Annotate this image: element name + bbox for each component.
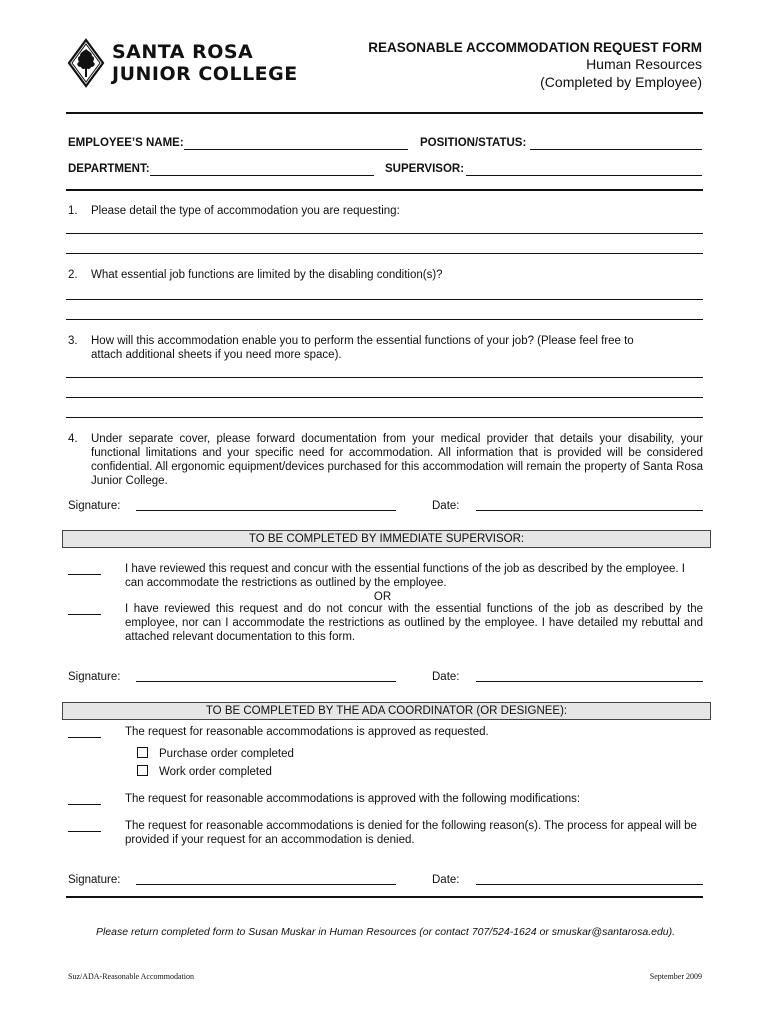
employee-signature-line[interactable] bbox=[136, 510, 396, 511]
ada-section-banner: TO BE COMPLETED BY THE ADA COORDINATOR (OR DESIGNEE): bbox=[62, 702, 711, 720]
purchase-order-checkbox[interactable] bbox=[137, 747, 148, 758]
footer-divider bbox=[66, 896, 703, 898]
supervisor-signature-label: Signature: bbox=[68, 671, 121, 683]
supervisor-or-text: OR bbox=[373, 591, 392, 603]
ada-approved-mod-text: The request for reasonable accommodations is approved with the following modifications: bbox=[125, 793, 581, 805]
ada-date-line[interactable] bbox=[476, 884, 703, 885]
ada-approved-mod-check-line[interactable] bbox=[68, 804, 101, 805]
footer-doc-id: Suz/ADA-Reasonable Accommodation bbox=[68, 972, 194, 981]
ada-denied-check-line[interactable] bbox=[68, 831, 101, 832]
answer-line[interactable] bbox=[66, 319, 703, 320]
question-4-number: 4. bbox=[68, 433, 78, 445]
employee-info-divider bbox=[66, 189, 703, 191]
supervisor-label: SUPERVISOR: bbox=[385, 163, 465, 175]
question-3-text: How will this accommodation enable you to perform the essential functions of your job? (Please feel free to attach additional sheets if you need more space). bbox=[91, 335, 634, 361]
question-2-text: What essential job functions are limited by the disabling condition(s)? bbox=[91, 269, 443, 281]
supervisor-date-label: Date: bbox=[432, 671, 460, 683]
answer-line[interactable] bbox=[66, 377, 703, 378]
employee-signature-label: Signature: bbox=[68, 500, 121, 512]
ada-signature-line[interactable] bbox=[136, 884, 396, 885]
ada-approved-text: The request for reasonable accommodations is approved as requested. bbox=[125, 726, 489, 738]
answer-line[interactable] bbox=[66, 299, 703, 300]
answer-line[interactable] bbox=[66, 253, 703, 254]
work-order-label: Work order completed bbox=[159, 766, 272, 778]
question-1-number: 1. bbox=[68, 205, 78, 217]
ada-approved-check-line[interactable] bbox=[68, 737, 101, 738]
header-divider bbox=[66, 112, 703, 114]
college-logo bbox=[66, 38, 306, 90]
position-status-label: POSITION/STATUS: bbox=[420, 137, 527, 149]
question-3-number: 3. bbox=[68, 335, 78, 347]
answer-line[interactable] bbox=[66, 397, 703, 398]
ada-date-label: Date: bbox=[432, 874, 460, 886]
return-instructions: Please return completed form to Susan Muskar in Human Resources (or contact 707/524-1624 or smuskar@santarosa.edu). bbox=[95, 926, 676, 938]
ada-signature-label: Signature: bbox=[68, 874, 121, 886]
supervisor-date-line[interactable] bbox=[476, 681, 703, 682]
work-order-checkbox[interactable] bbox=[137, 765, 148, 776]
question-2-number: 2. bbox=[68, 269, 78, 281]
form-title: REASONABLE ACCOMMODATION REQUEST FORM bbox=[368, 40, 702, 55]
position-status-line bbox=[530, 149, 702, 150]
question-4-text: Under separate cover, please forward documentation from your medical provider that details your disability, your functional limitations and your specific need for accommodation. All information that is provided will be considered confidential. All ergonomic equipment/devices purchased for this accommodation will remain the property of Santa Rosa Junior College. bbox=[91, 433, 703, 487]
employee-name-line bbox=[184, 149, 408, 150]
employee-date-line[interactable] bbox=[476, 510, 703, 511]
department-line bbox=[150, 175, 374, 176]
form-subtitle-completed-by: (Completed by Employee) bbox=[540, 74, 702, 90]
logo-line-2: JUNIOR COLLEGE bbox=[112, 63, 298, 85]
answer-line[interactable] bbox=[66, 233, 703, 234]
supervisor-not-concur-text: I have reviewed this request and do not concur with the essential functions of the job as described by the employee, nor can I accommodate the restrictions as outlined by the employee. I have detailed my rebuttal and attached relevant documentation to this form. bbox=[125, 603, 703, 643]
form-subtitle-dept: Human Resources bbox=[586, 56, 702, 72]
supervisor-not-concur-check-line[interactable] bbox=[68, 614, 101, 615]
question-1-text: Please detail the type of accommodation you are requesting: bbox=[91, 205, 400, 217]
supervisor-concur-check-line[interactable] bbox=[68, 574, 101, 575]
supervisor-concur-text: I have reviewed this request and concur with the essential functions of the job as described by the employee. I can accommodate the restrictions as outlined by the employee. bbox=[125, 563, 685, 589]
ada-denied-text: The request for reasonable accommodations is denied for the following reason(s). The process for appeal will be provided if your request for an accommodation is denied. bbox=[125, 820, 697, 846]
logo-line-1: SANTA ROSA bbox=[112, 41, 254, 63]
employee-date-label: Date: bbox=[432, 500, 460, 512]
supervisor-line bbox=[466, 175, 702, 176]
supervisor-signature-line[interactable] bbox=[136, 681, 396, 682]
answer-line[interactable] bbox=[66, 417, 703, 418]
purchase-order-label: Purchase order completed bbox=[159, 748, 294, 760]
oak-leaf-emblem-icon bbox=[66, 38, 106, 88]
department-label: DEPARTMENT: bbox=[68, 163, 150, 175]
supervisor-section-banner: TO BE COMPLETED BY IMMEDIATE SUPERVISOR: bbox=[62, 530, 711, 548]
employee-name-label: EMPLOYEE’S NAME: bbox=[68, 137, 184, 149]
footer-date: September 2009 bbox=[649, 972, 702, 981]
